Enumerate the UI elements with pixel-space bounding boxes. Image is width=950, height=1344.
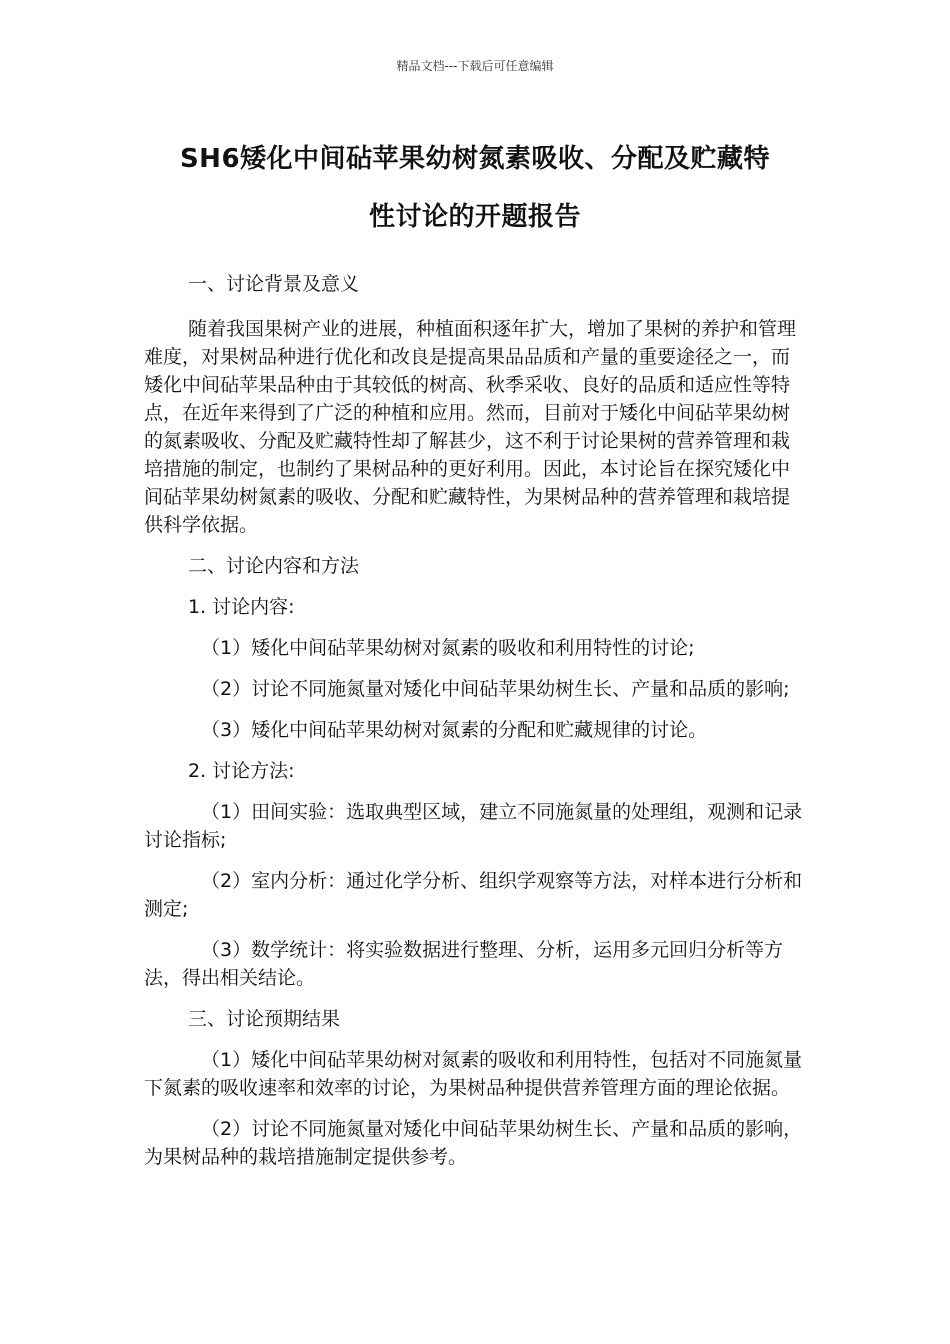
content-item-1: （1）矮化中间砧苹果幼树对氮素的吸收和利用特性的讨论; <box>201 637 695 659</box>
document-title-line1: SH6矮化中间砧苹果幼树氮素吸收、分配及贮藏特 <box>179 144 771 174</box>
method-item-3: （3）数学统计：将实验数据进行整理、分析，运用多元回归分析等方法，得出相关结论。 <box>144 939 784 989</box>
page-header-note: 精品文档---下载后可任意编辑 <box>396 59 554 73</box>
section-heading-content-methods: 二、讨论内容和方法 <box>188 555 360 577</box>
subheading-methods: 2. 讨论方法: <box>188 760 295 782</box>
result-item-1: （1）矮化中间砧苹果幼树对氮素的吸收和利用特性，包括对不同施氮量下氮素的吸收速率和效率的讨论，为果树品种提供营养管理方面的理论依据。 <box>144 1049 803 1099</box>
section-heading-background: 一、讨论背景及意义 <box>188 273 360 295</box>
content-item-2: （2）讨论不同施氮量对矮化中间砧苹果幼树生长、产量和品质的影响; <box>201 678 790 700</box>
content-item-3: （3）矮化中间砧苹果幼树对氮素的分配和贮藏规律的讨论。 <box>201 719 708 741</box>
result-item-2: （2）讨论不同施氮量对矮化中间砧苹果幼树生长、产量和品质的影响，为果树品种的栽培措施制定提供参考。 <box>144 1118 803 1168</box>
document-title-line2: 性讨论的开题报告 <box>368 202 581 232</box>
method-item-2: （2）室内分析：通过化学分析、组织学观察等方法，对样本进行分析和测定; <box>144 870 803 920</box>
document-body <box>144 270 806 1184</box>
background-paragraph: 随着我国果树产业的进展，种植面积逐年扩大，增加了果树的养护和管理难度，对果树品种进行优化和改良是提高果品品质和产量的重要途径之一，而矮化中间砧苹果品种由于其较低的树高、秋季采收、良好的品质和适应性等特点，在近年来得到了广泛的种植和应用。然而，目前对于矮化中间砧苹果幼树的氮素吸收、分配及贮藏特性却了解甚少，这不利于讨论果树的营养管理和栽培措施的制定，也制约了果树品种的更好利用。因此，本讨论旨在探究矮化中间砧苹果幼树氮素的吸收、分配和贮藏特性，为果树品种的营养管理和栽培提供科学依据。 <box>144 318 797 536</box>
section-heading-expected-results: 三、讨论预期结果 <box>188 1008 341 1030</box>
subheading-content: 1. 讨论内容: <box>188 596 295 618</box>
method-item-1: （1）田间实验：选取典型区域，建立不同施氮量的处理组，观测和记录讨论指标; <box>144 801 803 851</box>
